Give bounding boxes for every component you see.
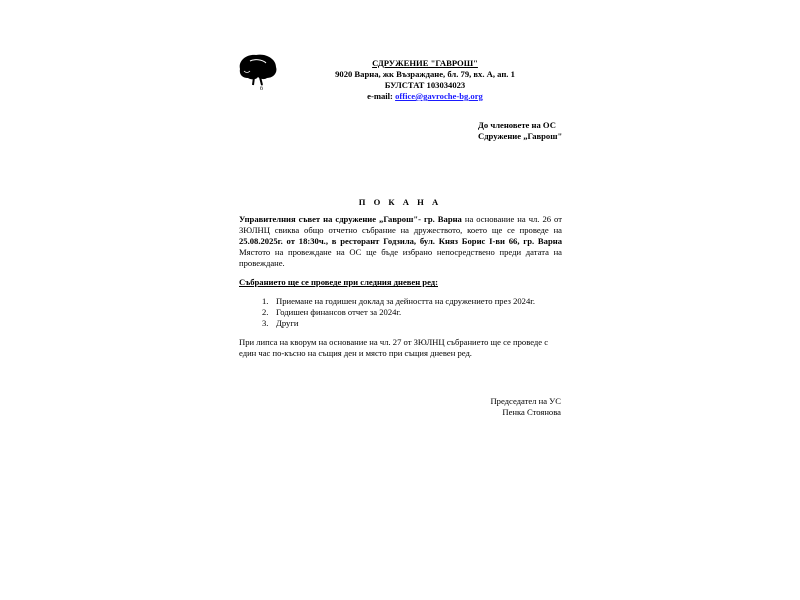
organization-logo bbox=[236, 51, 280, 91]
board-name: Управителния съвет на сдружение „Гаврош"- гр. Варна bbox=[239, 214, 462, 224]
organization-bulstat: БУЛСТАТ 103034023 bbox=[384, 80, 466, 90]
gavroche-logo-icon bbox=[236, 51, 280, 91]
addressee-line-1: До членовете на ОС bbox=[478, 120, 556, 130]
organization-name: СДРУЖЕНИЕ "ГАВРОШ" bbox=[372, 58, 478, 68]
organization-email-line bbox=[300, 91, 550, 102]
quorum-paragraph: При липса на кворум на основание на чл. 27 от ЗЮЛНЦ събранието ще се проведе с един час по-късно на същия ден и място при същия дневен ред. bbox=[239, 337, 549, 358]
document-title: П О К А Н А bbox=[358, 197, 442, 207]
meeting-date-place: 25.08.2025г. от 18:30ч., в ресторант Годзила, бул. Княз Борис I-ви 66, гр. Варна bbox=[239, 236, 562, 246]
organization-address: 9020 Варна, жк Възраждане, бл. 79, вх. А, ап. 1 bbox=[335, 69, 515, 79]
signatory-name: Пенка Стоянова bbox=[502, 407, 561, 417]
agenda-item: 2. Годишен финансов отчет за 2024г. bbox=[262, 307, 402, 317]
agenda-item: 1. Приемане на годишен доклад за дейността на сдружението през 2024г. bbox=[262, 296, 535, 306]
addressee-block bbox=[478, 120, 562, 142]
invitation-paragraph bbox=[239, 214, 562, 269]
email-label: e-mail: bbox=[367, 91, 396, 101]
agenda-heading: Събранието ще се проведе при следния дневен ред: bbox=[239, 277, 438, 287]
agenda-list bbox=[262, 296, 535, 329]
organization-header bbox=[300, 58, 550, 102]
signature-block bbox=[489, 396, 561, 418]
invitation-basis-text: на основание на чл. 26 от ЗЮЛНЦ свиква общо отчетно събрание на дружеството, което ще се проведе на bbox=[239, 214, 562, 235]
agenda-item: 3. Други bbox=[262, 318, 299, 328]
signatory-role: Председател на УС bbox=[490, 396, 561, 406]
venue-note-text: Мястото на провеждане на ОС ще бъде избрано непосредствено преди датата на провеждане. bbox=[239, 247, 562, 268]
logo-caption: б bbox=[260, 86, 264, 91]
email-link[interactable]: office@gavroche-bg.org bbox=[395, 91, 483, 101]
addressee-line-2: Сдружение „Гаврош" bbox=[478, 131, 563, 141]
